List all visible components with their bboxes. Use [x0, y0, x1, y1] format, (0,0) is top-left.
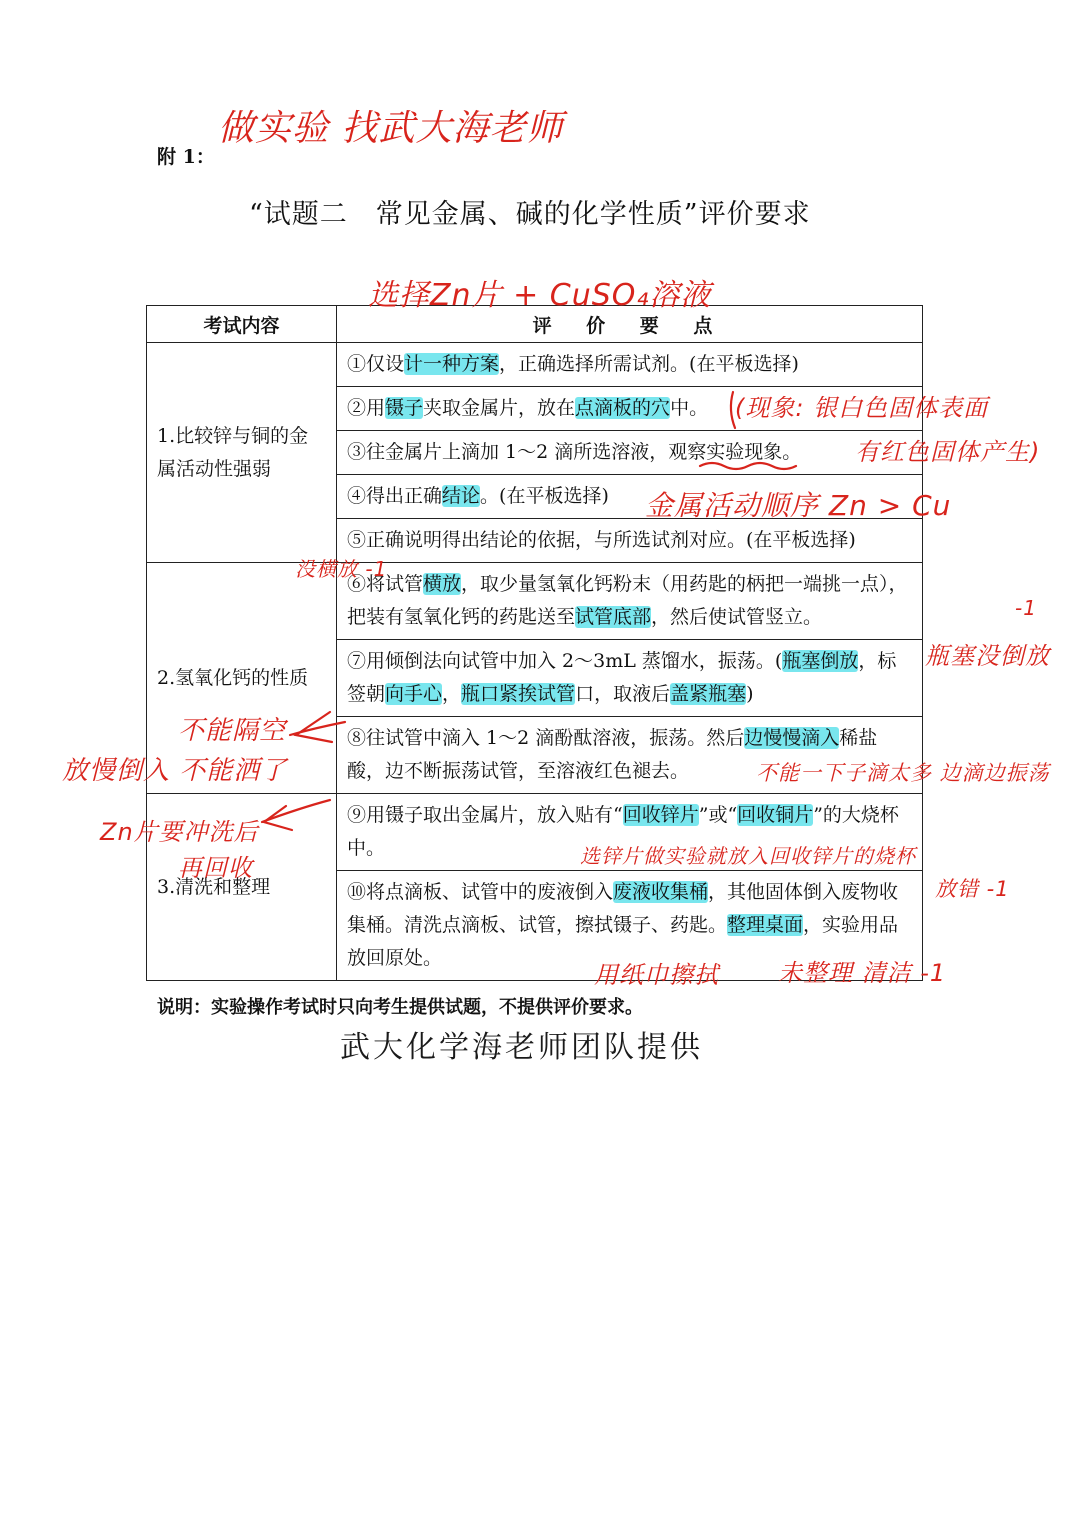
criteria-item: ①仅设计一种方案，正确选择所需试剂。(在平板选择): [337, 343, 923, 387]
highlight: 废液收集桶: [613, 881, 709, 903]
highlight: 镊子: [385, 397, 424, 419]
criteria-item: ⑤正确说明得出结论的依据，与所选试剂对应。(在平板选择): [337, 519, 923, 563]
footer-note: 说明：实验操作考试时只向考生提供试题，不提供评价要求。: [157, 997, 643, 1018]
highlight: 回收锌片: [622, 804, 699, 826]
arrow-to-row-9: [262, 800, 330, 822]
annotation-one-go: 不能一下子滴太多 边滴边振荡: [756, 761, 1050, 785]
criteria-item: ②用镊子夹取金属片，放在点滴板的穴中。: [337, 387, 923, 431]
highlight: 盖紧瓶塞: [670, 683, 747, 705]
category-cell: 2.氢氧化钙的性质: [147, 563, 337, 794]
underline-observe: [700, 463, 796, 469]
criteria-item: ⑥将试管横放，取少量氢氧化钙粉末（用药匙的柄把一端挑一点），把装有氢氧化钙的药匙送至试管底部，然后使试管竖立。: [337, 563, 923, 640]
highlight: 向手心: [385, 683, 443, 705]
bracket-row-2: [731, 392, 735, 428]
arrow-to-row-9-head: [264, 806, 292, 830]
criteria-item: ③往金属片上滴加 1～2 滴所选溶液，观察实验现象。: [337, 431, 923, 475]
highlight: 点滴板的穴: [575, 397, 671, 419]
column-header-criteria: 评 价 要 点: [337, 306, 923, 343]
annotation-wrong-beaker: 选锌片做实验就放入回收锌片的烧杯: [580, 844, 916, 868]
annotation-not-flat: 没横放 -1: [295, 557, 388, 581]
credit-handwriting: 武大化学海老师团队提供: [340, 1030, 703, 1065]
category-cell: 1.比较锌与铜的金属活动性强弱: [147, 343, 337, 563]
annotation-zn-recycle-2: 再回收: [178, 854, 253, 882]
highlight: 瓶塞倒放: [782, 650, 859, 672]
annotation-pour-slow: 放慢倒入 不能洒了: [62, 756, 288, 786]
criteria-item: ⑩将点滴板、试管中的废液倒入废液收集桶，其他固体倒入废物收集桶。清洗点滴板、试管，擦拭镊子、药匙。整理桌面，实验用品放回原处。: [337, 871, 923, 981]
category-cell: 3.清洗和整理: [147, 794, 337, 981]
annotation-order: 金属活动顺序 Zn > Cu: [645, 489, 952, 522]
annotation-paper-wipe: 用纸巾擦拭: [594, 961, 719, 989]
annotation-phenomenon-1: (现象: 银白色固体表面: [735, 394, 989, 422]
appendix-label: 附 1：: [157, 146, 215, 168]
annotation-minus-one: -1: [1015, 596, 1037, 620]
column-header-content: 考试内容: [147, 306, 337, 343]
annotation-stopper: 瓶塞没倒放: [925, 642, 1050, 670]
annotation-reagent: 选择Zn片 + CuSO₄溶液: [368, 278, 712, 313]
page-title: “试题二 常见金属、碱的化学性质”评价要求: [249, 199, 811, 230]
criteria-item: ④得出正确结论。(在平板选择): [337, 475, 923, 519]
annotation-zn-recycle-1: Zn片要冲洗后: [100, 818, 259, 846]
criteria-item: ⑦用倾倒法向试管中加入 2～3mL 蒸馏水，振荡。(瓶塞倒放，标签朝向手心，瓶口紧挨试管口，取液后盖紧瓶塞): [337, 640, 923, 717]
highlight: 整理桌面: [727, 914, 804, 936]
annotation-top: 做实验 找武大海老师: [218, 108, 564, 149]
highlight: 结论: [442, 485, 481, 507]
highlight: 瓶口紧挨试管: [461, 683, 576, 705]
annotation-misplaced: 放错 -1: [935, 877, 1010, 901]
highlight: 回收铜片: [737, 804, 814, 826]
criteria-item: ⑧往试管中滴入 1～2 滴酚酞溶液，振荡。然后边慢慢滴入稀盐酸，边不断振荡试管，至溶液红色褪去。: [337, 717, 923, 794]
highlight: 计一种方案: [404, 353, 500, 375]
highlight: 边慢慢滴入: [744, 727, 840, 749]
annotation-no-tidy: 未整理 清洁 -1: [778, 959, 947, 987]
highlight: 横放: [423, 573, 462, 595]
highlight: 试管底部: [575, 606, 652, 628]
annotation-not-empty: 不能隔空: [178, 716, 287, 746]
criteria-item: ⑨用镊子取出金属片，放入贴有“回收锌片”或“回收铜片”的大烧杯中。: [337, 794, 923, 871]
annotation-phenomenon-2: 有红色固体产生): [855, 438, 1041, 466]
